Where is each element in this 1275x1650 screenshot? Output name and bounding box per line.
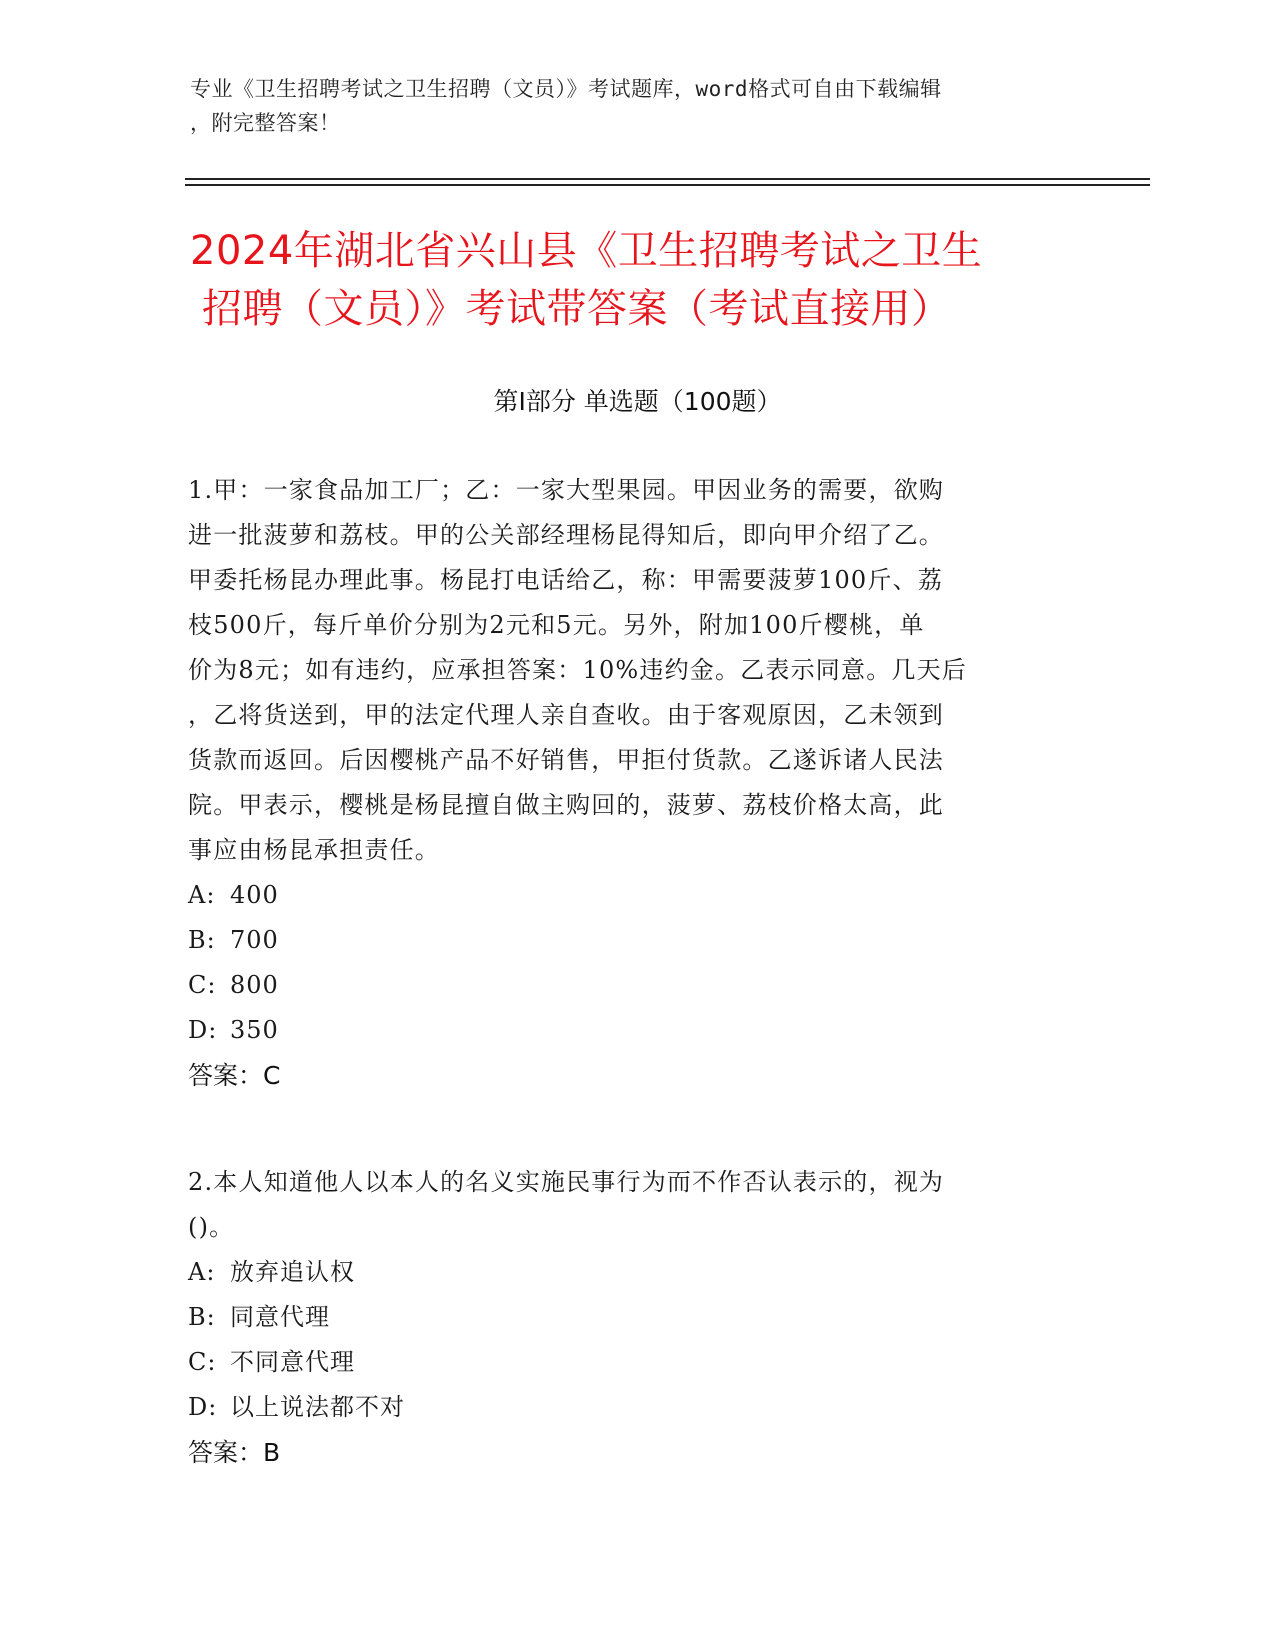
header-note-line-2: ，附完整答案！ (190, 111, 341, 135)
question-stem-line: 货款而返回。后因樱桃产品不好销售，甲拒付货款。乙遂诉诸人民法 (188, 746, 944, 774)
question-stem-line: 2.本人知道他人以本人的名义实施民事行为而不作否认表示的，视为 (188, 1168, 945, 1196)
option-text: 放弃追认权 (230, 1258, 355, 1286)
section-heading: 第Ⅰ部分 单选题（100题） (493, 387, 782, 416)
question-stem-line: 1.甲：一家食品加工厂；乙：一家大型果园。甲因业务的需要，欲购 (188, 476, 945, 504)
option-key: D: (188, 1016, 218, 1044)
option-key: D: (188, 1393, 218, 1421)
answer-line: 答案：B (188, 1438, 281, 1467)
option-b (188, 918, 1068, 963)
document-title (190, 222, 1090, 338)
document-title-line-1: 2024年湖北省兴山县《卫生招聘考试之卫生 (190, 228, 983, 274)
question-1 (188, 468, 1068, 1098)
header-divider-top (185, 178, 1150, 180)
option-b (188, 1295, 1068, 1340)
option-text: 350 (230, 1016, 279, 1044)
option-c (188, 963, 1068, 1008)
option-c (188, 1340, 1068, 1385)
option-text: 以上说法都不对 (230, 1393, 405, 1421)
header-note (190, 72, 1080, 140)
question-stem-line: 价为8元；如有违约，应承担答案：10%违约金。乙表示同意。几天后 (188, 656, 968, 684)
option-text: 800 (230, 971, 279, 999)
document-title-line-2: 招聘（文员）》考试带答案（考试直接用） (202, 286, 952, 332)
question-stem-line: 院。甲表示，樱桃是杨昆擅自做主购回的，菠萝、荔枝价格太高，此 (188, 791, 944, 819)
header-divider-bottom (185, 184, 1150, 186)
question-stem-line: ()。 (188, 1213, 235, 1241)
option-d (188, 1008, 1068, 1053)
question-stem-line: 甲委托杨昆办理此事。杨昆打电话给乙，称：甲需要菠萝100斤、荔 (188, 566, 944, 594)
option-d (188, 1385, 1068, 1430)
option-key: A: (188, 1258, 216, 1286)
option-a (188, 1250, 1068, 1295)
question-2 (188, 1160, 1068, 1475)
option-key: B: (188, 926, 216, 954)
question-stem-line: ，乙将货送到，甲的法定代理人亲自查收。由于客观原因，乙未领到 (188, 701, 944, 729)
option-text: 700 (230, 926, 279, 954)
option-key: A: (188, 881, 216, 909)
question-stem-line: 进一批菠萝和荔枝。甲的公关部经理杨昆得知后，即向甲介绍了乙。 (188, 521, 944, 549)
answer-line: 答案：C (188, 1061, 281, 1090)
option-key: C: (188, 1348, 217, 1376)
option-text: 不同意代理 (230, 1348, 355, 1376)
header-note-line-1: 专业《卫生招聘考试之卫生招聘（文员）》考试题库，word格式可自由下载编辑 (190, 77, 942, 101)
option-text: 同意代理 (230, 1303, 330, 1331)
question-stem-line: 事应由杨昆承担责任。 (188, 836, 440, 864)
option-key: C: (188, 971, 217, 999)
question-stem-line: 枝500斤，每斤单价分别为2元和5元。另外，附加100斤樱桃，单 (188, 611, 925, 639)
option-text: 400 (230, 881, 279, 909)
option-a (188, 873, 1068, 918)
option-key: B: (188, 1303, 216, 1331)
